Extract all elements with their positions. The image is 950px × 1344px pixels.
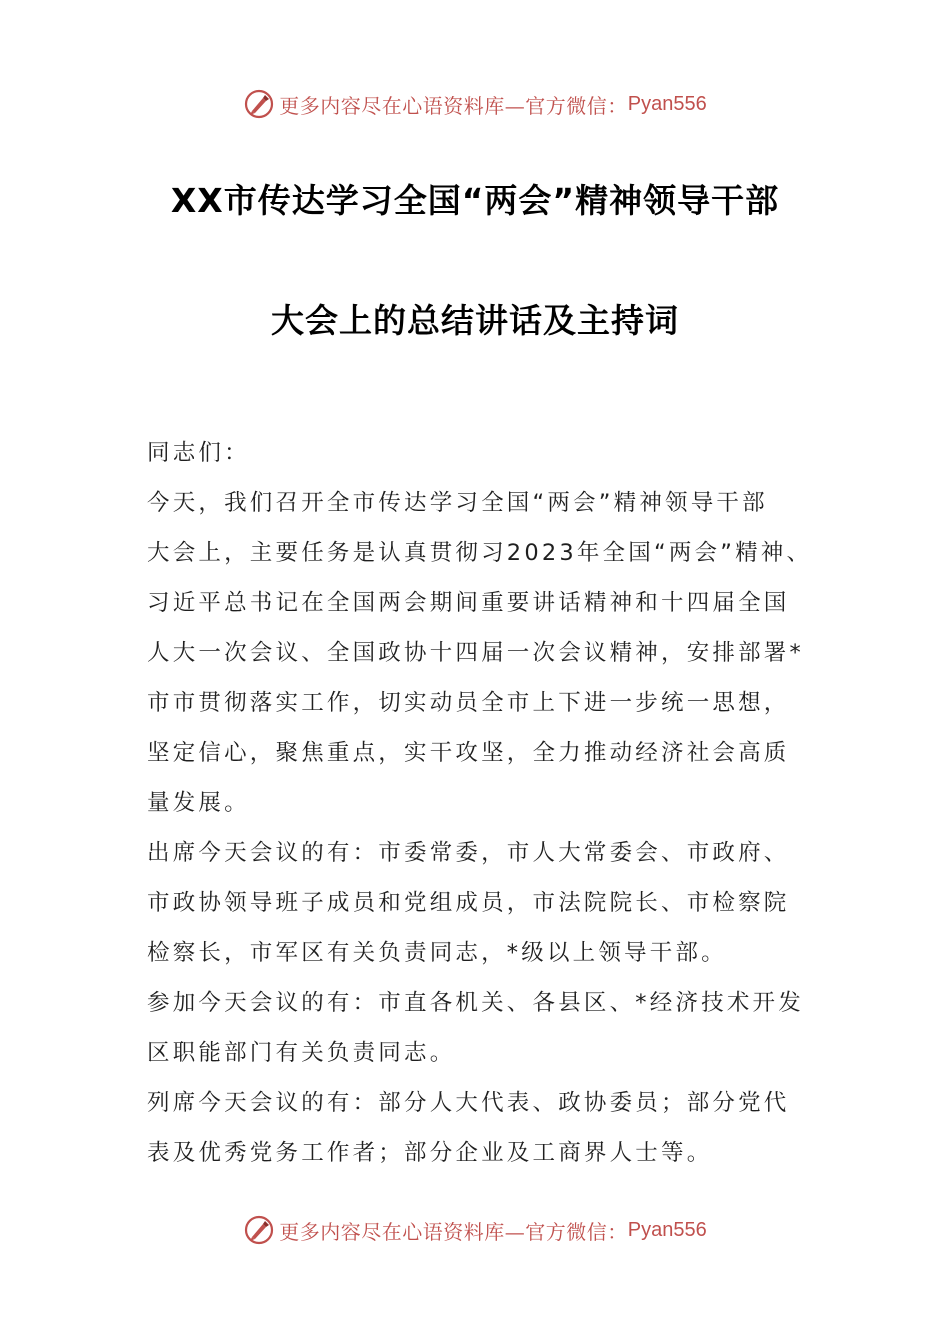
body-line: 参加今天会议的有：市直各机关、各县区、*经济技术开发 — [147, 990, 804, 1016]
body-line: 量发展。 — [147, 790, 250, 816]
pen-logo-icon — [243, 88, 275, 120]
body-line: 坚定信心，聚焦重点，实干攻坚，全力推动经济社会高质 — [147, 740, 790, 766]
header-banner — [0, 84, 950, 124]
body-line: 区职能部门有关负责同志。 — [147, 1040, 456, 1066]
document-title-line-1: XX市传达学习全国“两会”精神领导干部 — [170, 181, 780, 220]
body-line: 市市贯彻落实工作，切实动员全市上下进一步统一思想， — [147, 690, 790, 716]
body-line: 列席今天会议的有：部分人大代表、政协委员；部分党代 — [147, 1090, 790, 1116]
pen-logo-icon — [243, 1214, 275, 1246]
body-line: 习近平总书记在全国两会期间重要讲话精神和十四届全国 — [147, 590, 790, 616]
banner-text: 更多内容尽在心语资料库—官方微信： — [279, 93, 628, 118]
wechat-id: Pyan556 — [627, 1218, 707, 1241]
wechat-id: Pyan556 — [627, 92, 707, 115]
body-line: 同志们： — [147, 440, 250, 466]
footer-banner — [0, 1210, 950, 1250]
body-line: 出席今天会议的有：市委常委，市人大常委会、市政府、 — [147, 840, 790, 866]
document-title-line-2: 大会上的总结讲话及主持词 — [271, 301, 679, 340]
body-line: 人大一次会议、全国政协十四届一次会议精神，安排部署* — [147, 640, 804, 666]
body-line: 今天，我们召开全市传达学习全国“两会”精神领导干部 — [147, 490, 768, 516]
banner-text: 更多内容尽在心语资料库—官方微信： — [279, 1219, 628, 1244]
body-line: 检察长，市军区有关负责同志，*级以上领导干部。 — [147, 940, 727, 966]
document-body — [147, 428, 837, 1178]
body-line: 大会上，主要任务是认真贯彻习2023年全国“两会”精神、 — [147, 540, 813, 566]
body-line: 表及优秀党务工作者；部分企业及工商界人士等。 — [147, 1140, 713, 1166]
body-line: 市政协领导班子成员和党组成员，市法院院长、市检察院 — [147, 890, 790, 916]
